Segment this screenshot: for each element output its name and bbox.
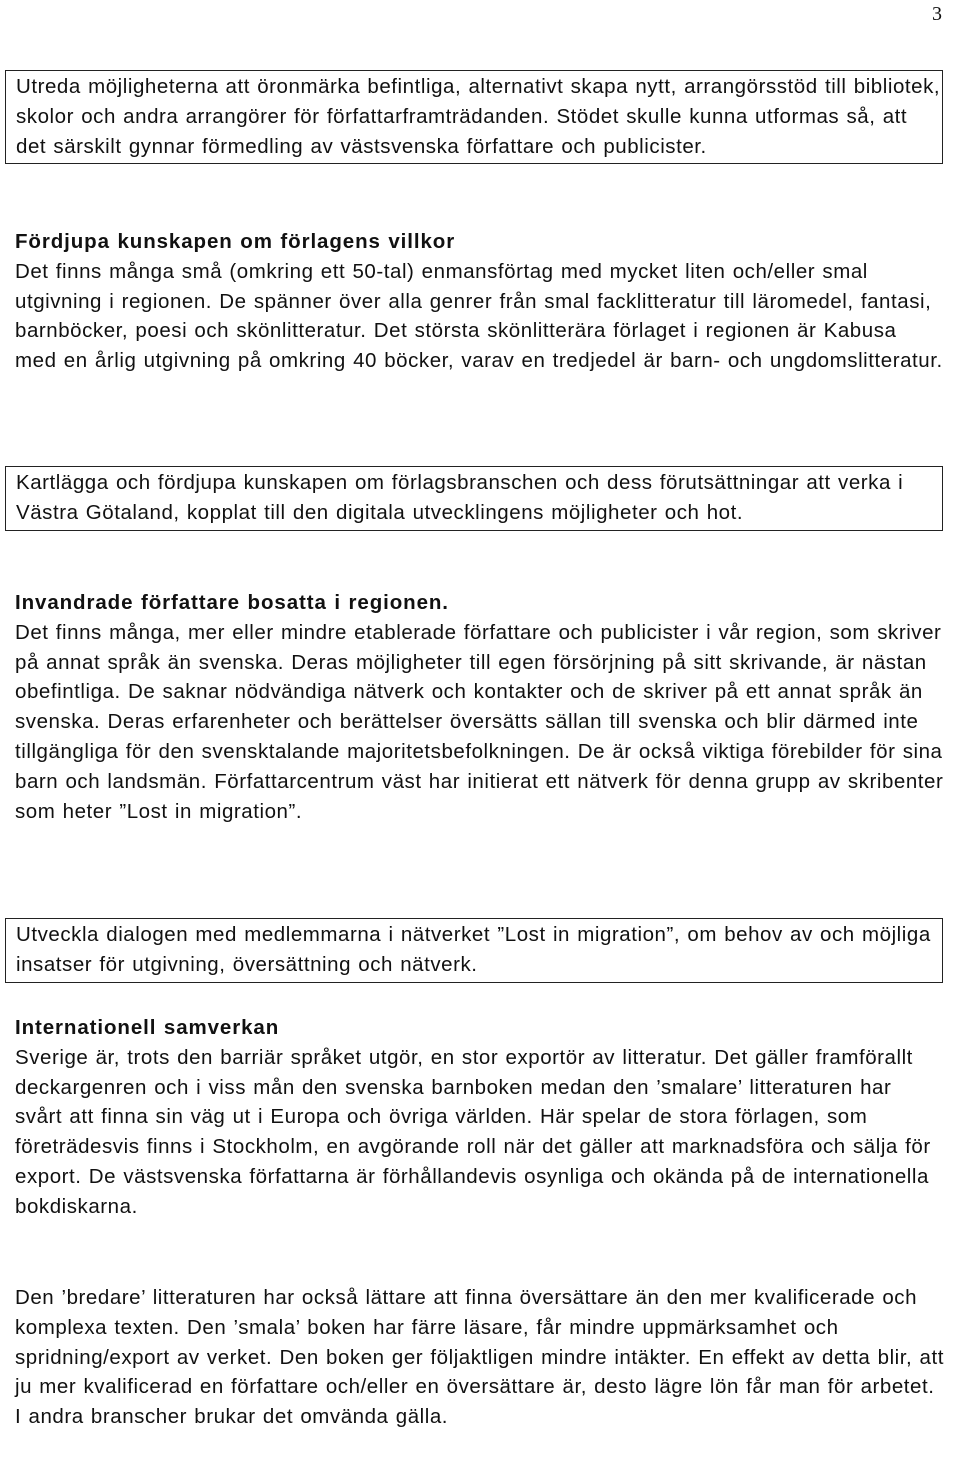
section-body: Det finns många, mer eller mindre etablerade författare och publicister i vår region, som skriver på annat språk än svenska. Deras möjligheter till egen försörjning på sitt skrivande, är nästan obefintliga. De saknar nödvändiga nätverk och kontakter och de skriver på ett annat språk än svenska. Deras erfarenheter och berättelser översätts sällan till svenska och blir därmed inte tillgängliga för den svensktalande majoritetsbefolkningen. De är också viktiga förebilder för sina barn och landsmän. Författarcentrum väst har initierat ett nätverk för denna grupp av skribenter som heter ”Lost in migration”. [15,620,944,823]
section-invandrade-forfattare [15,588,945,826]
recommendation-box-lost-in-migration [5,918,943,983]
section-heading: Fördjupa kunskapen om förlagens villkor [15,230,456,253]
section-body: Den ’bredare’ litteraturen har också lättare att finna översättare än den mer kvalificerade och komplexa texten. Den ’smala’ boken har färre läsare, får mindre uppmärksamhet och spridning/export av verket. Den boken ger följaktligen mindre intäkter. En effekt av detta blir, att ju mer kvalificerad en författare och/eller en översättare är, desto lägre lön får man för arbetet. I andra branscher brukar det omvända gälla. [15,1286,944,1429]
recommendation-text: Utveckla dialogen med medlemmarna i nätverket ”Lost in migration”, om behov av och möjliga insatser för utgivning, översättning och nätverk. [16,923,931,976]
section-body: Sverige är, trots den barriär språket utgör, en stor exportör av litteratur. Det gäller framförallt deckargenren och i viss mån den svenska barnboken medan den ’smalare’ litteraturen har svårt att finna sin väg ut i Europa och övriga världen. Här spelar de stora förlagen, som företrädesvis finns i Stockholm, en avgörande roll när det gäller att marknadsföra och sälja för export. De västsvenska författarna är förhållandevis osynliga och okända på de internationella bokdiskarna. [15,1045,931,1218]
recommendation-text: Utreda möjligheterna att öronmärka befintliga, alternativt skapa nytt, arrangörsstöd till bibliotek, skolor och andra arrangörer för författarframträdanden. Stödet skulle kunna utformas så, att det särskilt gynnar förmedling av västsvenska författare och publicister. [16,75,941,158]
section-internationell-samverkan [15,1013,945,1222]
section-bredare-litteratur [15,1283,945,1432]
recommendation-text: Kartlägga och fördjupa kunskapen om förlagsbranschen och dess förutsättningar att verka i Västra Götaland, kopplat till den digitala utvecklingens möjligheter och hot. [16,471,904,524]
section-heading: Invandrade författare bosatta i regionen. [15,591,449,614]
section-body: Det finns många små (omkring ett 50-tal) enmansförtag med mycket liten och/eller smal utgivning i regionen. De spänner över alla genrer från smal facklitteratur till läromedel, fantasi, barnböcker, poesi och skönlitteratur. Det största skönlitterära förlaget i regionen är Kabusa med en årlig utgivning på omkring 40 böcker, varav en tredjedel är barn- och ungdomslitteratur. [15,259,943,373]
page-number: 3 [932,3,942,25]
section-forlagens-villkor [15,227,945,376]
recommendation-box-forlagsbranschen [5,466,943,531]
recommendation-box-arrangorsstod [5,70,943,164]
section-heading: Internationell samverkan [15,1016,280,1039]
